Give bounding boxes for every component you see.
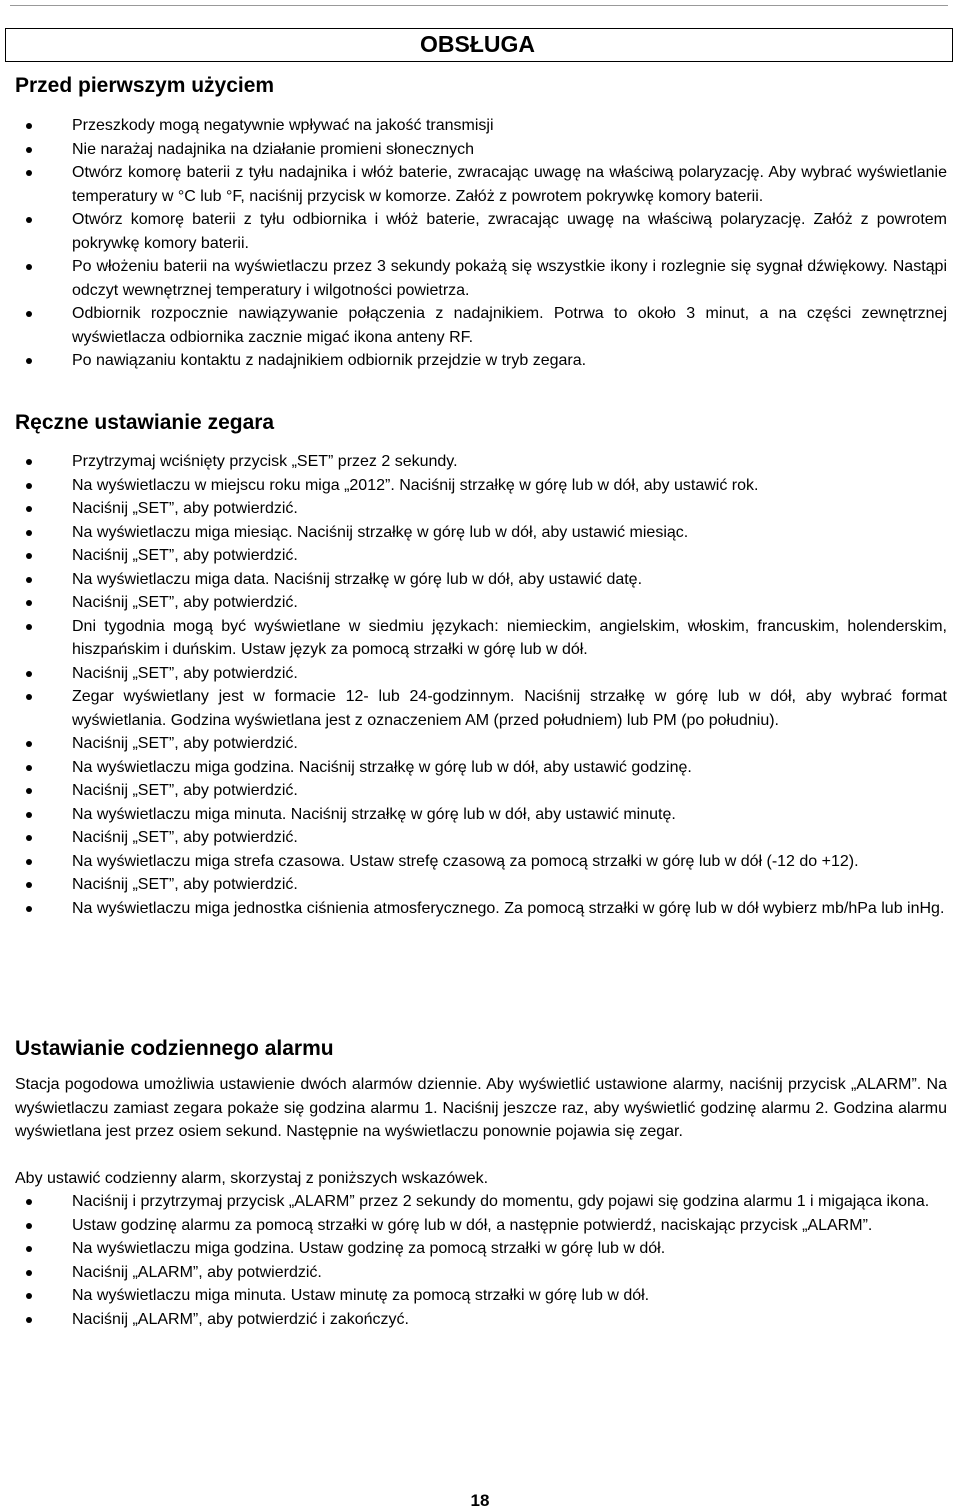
alarm-instructions-lead: Aby ustawić codzienny alarm, skorzystaj z poniższych wskazówek.: [15, 1170, 489, 1187]
list-item: Naciśnij „SET”, aby potwierdzić.: [15, 544, 947, 568]
list-item: Naciśnij „ALARM”, aby potwierdzić.: [15, 1261, 947, 1285]
list-item: Otwórz komorę baterii z tyłu odbiornika i włóż baterie, zwracając uwagę na właściwą polaryzację. Załóż z powrotem pokrywkę komory baterii.: [15, 208, 947, 255]
list-item: Po włożeniu baterii na wyświetlaczu przez 3 sekundy pokażą się wszystkie ikony i rozlegnie się sygnał dźwiękowy. Nastąpi odczyt wewnętrznej temperatury i wilgotności powietrza.: [15, 255, 947, 302]
list-item: Odbiornik rozpocznie nawiązywanie połączenia z nadajnikiem. Potrwa to około 3 minut, a na części zewnętrznej wyświetlacza odbiornika zacznie migać ikona anteny RF.: [15, 302, 947, 349]
list-item: Na wyświetlaczu miga minuta. Naciśnij strzałkę w górę lub w dół, aby ustawić minutę.: [15, 803, 947, 827]
section-heading-clock: Ręczne ustawianie zegara: [15, 411, 275, 434]
list-item: Naciśnij „SET”, aby potwierdzić.: [15, 779, 947, 803]
list-item: Na wyświetlaczu miga godzina. Naciśnij strzałkę w górę lub w dół, aby ustawić godzinę.: [15, 756, 947, 780]
first-use-list: [15, 114, 947, 373]
list-item: Na wyświetlaczu miga godzina. Ustaw godzinę za pomocą strzałki w górę lub w dół.: [15, 1237, 947, 1261]
alarm-intro-paragraph: Stacja pogodowa umożliwia ustawienie dwóch alarmów dziennie. Aby wyświetlić ustawione alarmy, naciśnij przycisk „ALARM”. Na wyświetlaczu zamiast zegara pokaże się godzina alarmu 1. Naciśnij jeszcze raz, aby wyświetlić godzinę alarmu 2. Godzina alarmu wyświetlana jest przez osiem sekund. Następnie na wyświetlaczu ponownie pojawia się zegar.: [15, 1076, 947, 1140]
alarm-setting-list: [15, 1190, 947, 1331]
list-item: Na wyświetlaczu miga strefa czasowa. Ustaw strefę czasową za pomocą strzałki w górę lub w dół (-12 do +12).: [15, 850, 947, 874]
list-item: Na wyświetlaczu miga minuta. Ustaw minutę za pomocą strzałki w górę lub w dół.: [15, 1284, 947, 1308]
top-rule: [10, 5, 948, 6]
page-header-title: OBSŁUGA: [420, 31, 535, 57]
list-item: Zegar wyświetlany jest w formacie 12- lub 24-godzinnym. Naciśnij strzałkę w górę lub w dół, aby wybrać format wyświetlania. Godzina wyświetlana jest z oznaczeniem AM (przed południem) lub PM (po południu).: [15, 685, 947, 732]
list-item: Otwórz komorę baterii z tyłu nadajnika i włóż baterie, zwracając uwagę na właściwą polaryzację. Aby wybrać wyświetlanie temperatury w °C lub °F, naciśnij przycisk w komorze. Załóż z powrotem pokrywkę komory baterii.: [15, 161, 947, 208]
list-item: Naciśnij „ALARM”, aby potwierdzić i zakończyć.: [15, 1308, 947, 1332]
section-heading-alarm: Ustawianie codziennego alarmu: [15, 1037, 334, 1060]
list-item: Ustaw godzinę alarmu za pomocą strzałki w górę lub w dół, a następnie potwierdź, naciskając przycisk „ALARM”.: [15, 1214, 947, 1238]
list-item: Na wyświetlaczu w miejscu roku miga „2012”. Naciśnij strzałkę w górę lub w dół, aby ustawić rok.: [15, 474, 947, 498]
list-item: Naciśnij „SET”, aby potwierdzić.: [15, 591, 947, 615]
list-item: Naciśnij i przytrzymaj przycisk „ALARM” przez 2 sekundy do momentu, gdy pojawi się godzina alarmu 1 i migająca ikona.: [15, 1190, 947, 1214]
list-item: Naciśnij „SET”, aby potwierdzić.: [15, 873, 947, 897]
list-item: Przytrzymaj wciśnięty przycisk „SET” przez 2 sekundy.: [15, 450, 947, 474]
page-number: 18: [470, 1491, 490, 1510]
list-item: Naciśnij „SET”, aby potwierdzić.: [15, 662, 947, 686]
clock-setting-list: [15, 450, 947, 920]
list-item: Nie narażaj nadajnika na działanie promieni słonecznych: [15, 138, 947, 162]
list-item: Przeszkody mogą negatywnie wpływać na jakość transmisji: [15, 114, 947, 138]
list-item: Na wyświetlaczu miga jednostka ciśnienia atmosferycznego. Za pomocą strzałki w górę lub w dół wybierz mb/hPa lub inHg.: [15, 897, 947, 921]
section-heading-first-use: Przed pierwszym użyciem: [15, 74, 275, 97]
list-item: Na wyświetlaczu miga data. Naciśnij strzałkę w górę lub w dół, aby ustawić datę.: [15, 568, 947, 592]
list-item: Dni tygodnia mogą być wyświetlane w siedmiu językach: niemieckim, angielskim, włoskim, francuskim, holenderskim, hiszpańskim i duńskim. Ustaw język za pomocą strzałki w górę lub w dół.: [15, 615, 947, 662]
list-item: Po nawiązaniu kontaktu z nadajnikiem odbiornik przejdzie w tryb zegara.: [15, 349, 947, 373]
list-item: Naciśnij „SET”, aby potwierdzić.: [15, 826, 947, 850]
list-item: Na wyświetlaczu miga miesiąc. Naciśnij strzałkę w górę lub w dół, aby ustawić miesiąc.: [15, 521, 947, 545]
list-item: Naciśnij „SET”, aby potwierdzić.: [15, 732, 947, 756]
list-item: Naciśnij „SET”, aby potwierdzić.: [15, 497, 947, 521]
